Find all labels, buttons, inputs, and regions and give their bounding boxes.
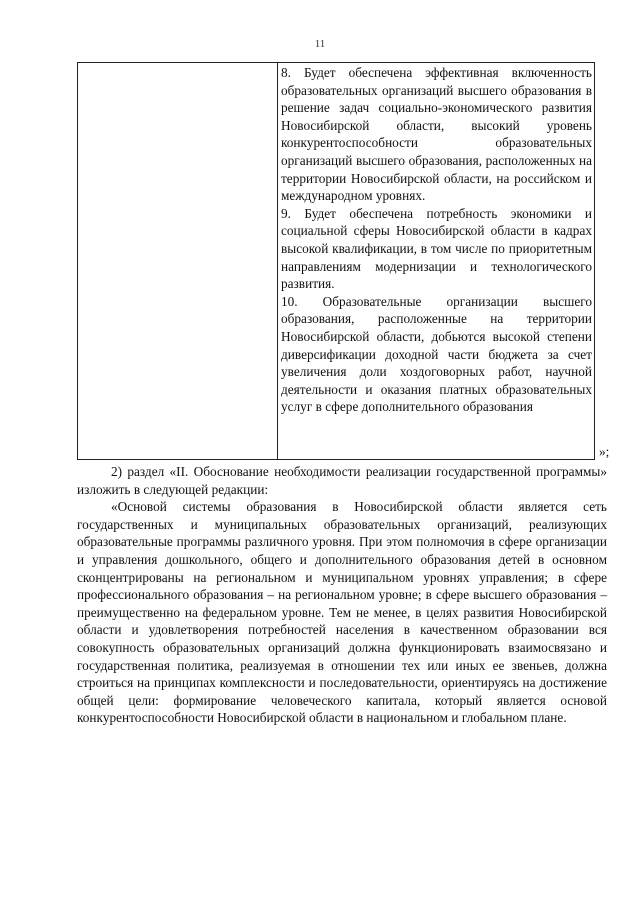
section-text-paragraph: «Основой системы образования в Новосибирской области является сеть государственных и муниципальных образовательных организаций, реализующих образовательные программы различного уровня. При этом полномочия в сфере организации и управления дошкольного, общего и дополнительного образования детей в основном сконцентрированы на региональном и муниципальном уровнях управления; в сфере профессионального образования – на региональном уровне; в сфере высшего образования – преимущественно на федеральном уровне. Тем не менее, в целях развития Новосибирской области и удовлетворения потребностей населения в качественном образовании вся совокупность образовательных организаций должна функционировать взаимосвязано и государственная политика, реализуемая в отношении тех или иных ее звеньев, должна строиться на принципах комплексности и последовательности, ориентируясь на достижение общей цели: формирование человеческого капитала, который является основой конкурентоспособности Новосибирской области в национальном и глобальном плане. xyxy=(77,499,607,726)
result-item-8: 8. Будет обеспечена эффективная включенность образовательных организаций высшего образования в решение задач социально-экономического развития Новосибирской области, высокий уровень конкурентоспособности образовательных организаций высшего образования, расположенных на территории Новосибирской области, на российском и международном уровнях. xyxy=(281,65,592,204)
table-cell-results xyxy=(281,64,592,416)
page-number: 11 xyxy=(314,38,326,50)
table-closing-mark: »; xyxy=(599,444,610,459)
table-column-divider xyxy=(277,63,278,459)
result-item-9: 9. Будет обеспечена потребность экономики и социальной сферы Новосибирской области в кадрах высокой квалификации, в том числе по приоритетным направлениям модернизации и технологического развития. xyxy=(281,205,592,292)
result-item-10: 10. Образовательные организации высшего образования, расположенные на территории Новосибирской области, добьются высокой степени диверсификации доходной части бюджета за счет увеличения доли хоздоговорных работ, научной деятельности и оказания платных образовательных услуг в сфере дополнительного образования xyxy=(281,293,592,415)
amendment-paragraph: 2) раздел «II. Обоснование необходимости реализации государственной программы» изложить в следующей редакции: xyxy=(77,464,607,497)
body-text xyxy=(77,463,607,727)
program-table xyxy=(77,62,595,460)
